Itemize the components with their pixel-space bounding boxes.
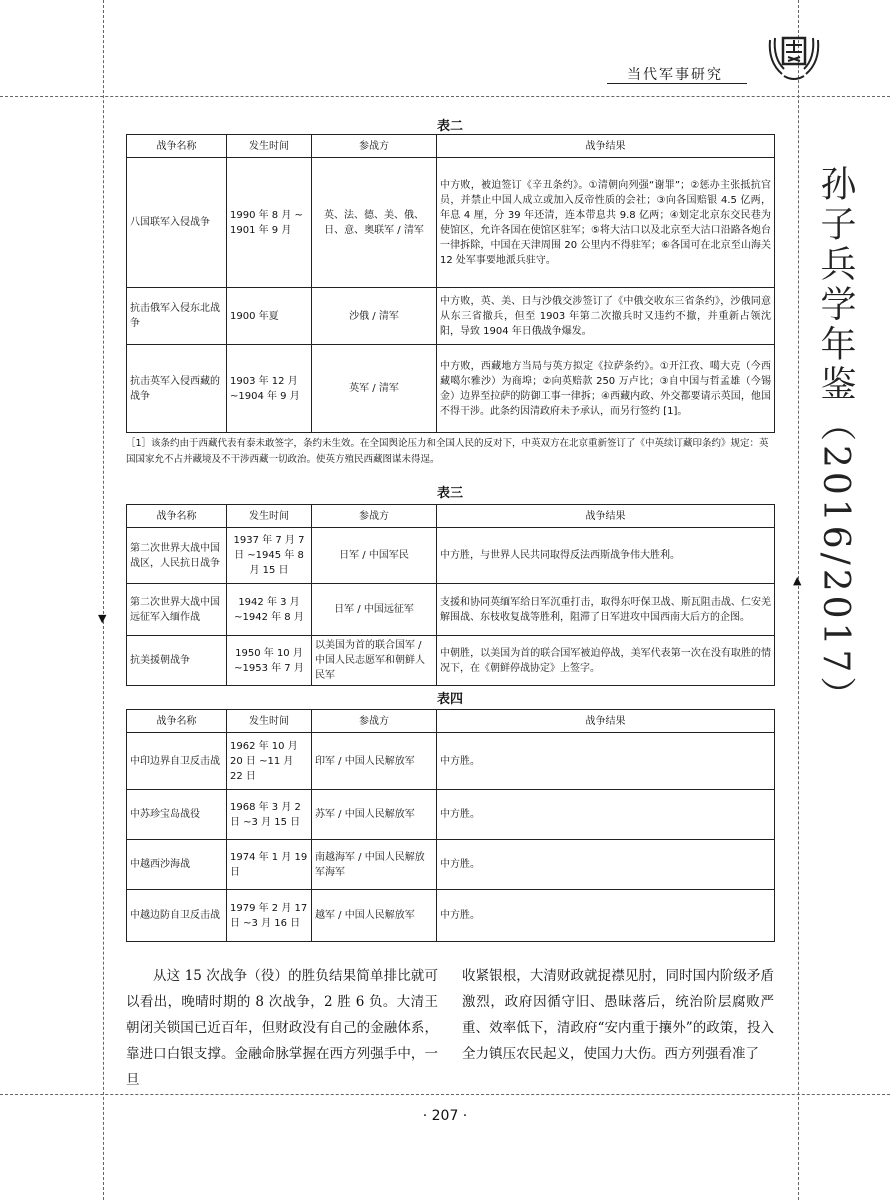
- war-result: 中方胜，与世界人民共同取得反法西斯战争伟大胜利。: [437, 528, 775, 584]
- side-book-title: 孙子兵学年鉴（2016/2017）: [815, 165, 856, 717]
- table4: [126, 709, 775, 942]
- table-header-row: [127, 710, 775, 733]
- war-result: 中方胜。: [437, 840, 775, 890]
- war-result: 中方胜。: [437, 890, 775, 942]
- war-name: 抗击英军入侵西藏的战争: [127, 345, 227, 433]
- bottom-dashed-rule: [0, 1094, 890, 1095]
- war-time: 1950 年 10 月 ~1953 年 7 月: [227, 636, 312, 686]
- war-parties: 英、法、德、美、俄、日、意、奥联军 / 清军: [312, 158, 437, 288]
- war-result: 中方胜。: [437, 733, 775, 790]
- war-result: 中朝胜，以美国为首的联合国军被迫停战，美军代表第一次在没有取胜的情况下，在《朝鲜停战协定》上签字。: [437, 636, 775, 686]
- header-underline: [607, 83, 747, 84]
- col-header-name: 战争名称: [127, 710, 227, 733]
- col-header-parties: 参战方: [312, 135, 437, 158]
- war-time: 1990 年 8 月 ~ 1901 年 9 月: [227, 158, 312, 288]
- war-time: 1900 年夏: [227, 288, 312, 345]
- table-row: [127, 890, 775, 942]
- war-result: 中方败，英、美、日与沙俄交涉签订了《中俄交收东三省条约》，沙俄同意从东三省撤兵，但至 1903 年第二次撤兵时又违约不撤，并重新占领沈阳，导致 1904 年日俄战争爆发。: [437, 288, 775, 345]
- sun-tzu-seal-icon: [764, 28, 824, 82]
- table4-caption: 表四: [436, 692, 463, 707]
- page-number: · 207 ·: [422, 1108, 468, 1124]
- war-name: 抗美援朝战争: [127, 636, 227, 686]
- war-time: 1974 年 1 月 19 日: [227, 840, 312, 890]
- war-parties: 南越海军 / 中国人民解放军海军: [312, 840, 437, 890]
- war-result: 支援和协同英缅军给日军沉重打击，取得东吁保卫战、斯瓦阻击战、仁安羌解围战、东枝收复战等胜利，阻滞了日军进攻中国西南大后方的企图。: [437, 584, 775, 636]
- war-name: 中苏珍宝岛战役: [127, 790, 227, 840]
- table-row: [127, 528, 775, 584]
- war-result: 中方胜。: [437, 790, 775, 840]
- left-margin-arrow-icon: ▼: [98, 612, 107, 625]
- war-time: 1942 年 3 月 ~1942 年 8 月: [227, 584, 312, 636]
- table-row: [127, 345, 775, 433]
- war-parties: 印军 / 中国人民解放军: [312, 733, 437, 790]
- war-result: 中方败，西藏地方当局与英方拟定《拉萨条约》。①开江孜、噶大克（今西藏噶尔雅沙）为商埠；②向英赔款 250 万卢比；③自中国与哲孟雄（今锡金）边界至拉萨的防御工事一律拆；④西藏内政、外交都要请示英国，他国不得干涉。此条约因清政府未予承认，而另行签约 [1]。: [437, 345, 775, 433]
- table3: [126, 504, 775, 686]
- col-header-time: 发生时间: [227, 710, 312, 733]
- war-parties: 以美国为首的联合国军 / 中国人民志愿军和朝鲜人民军: [312, 636, 437, 686]
- war-name: 八国联军入侵战争: [127, 158, 227, 288]
- col-header-parties: 参战方: [312, 505, 437, 528]
- war-parties: 日军 / 中国军民: [312, 528, 437, 584]
- col-header-time: 发生时间: [227, 505, 312, 528]
- left-dashed-margin: [103, 0, 104, 1200]
- right-dashed-margin: [798, 0, 799, 1200]
- col-header-time: 发生时间: [227, 135, 312, 158]
- col-header-result: 战争结果: [437, 135, 775, 158]
- war-result: 中方败，被迫签订《辛丑条约》。①清朝向列强“谢罪”；②惩办主张抵抗官员，并禁止中国人成立或加入反帝性质的会社；③向各国赔银 4.5 亿两，年息 4 厘，分 39 年还清，连本带息共 9.8 亿两；④划定北京东交民巷为使馆区，允许各国在使馆区驻军；⑤将大沽口以及北京至大沽口沿路各炮台一律拆除，中国在天津周围 20 公里内不得驻军；⑥各国可在北京至山海关 12 处军事要地派兵驻守。: [437, 158, 775, 288]
- war-name: 中印边界自卫反击战: [127, 733, 227, 790]
- war-name: 中越西沙海战: [127, 840, 227, 890]
- table-header-row: [127, 505, 775, 528]
- col-header-result: 战争结果: [437, 505, 775, 528]
- war-parties: 英军 / 清军: [312, 345, 437, 433]
- table-row: [127, 288, 775, 345]
- war-parties: 日军 / 中国远征军: [312, 584, 437, 636]
- table-header-row: [127, 135, 775, 158]
- war-time: 1979 年 2 月 17 日 ~3 月 16 日: [227, 890, 312, 942]
- col-header-result: 战争结果: [437, 710, 775, 733]
- war-time: 1903 年 12 月 ~1904 年 9 月: [227, 345, 312, 433]
- body-text-right-column: 收紧银根，大清财政就捉襟见肘，同时国内阶级矛盾激烈，政府因循守旧、愚昧落后，统治阶层腐败严重、效率低下，清政府“安内重于攘外”的政策，投入全力镇压农民起义，使国力大伤。西方列强看准了: [462, 968, 774, 1062]
- col-header-name: 战争名称: [127, 505, 227, 528]
- war-parties: 沙俄 / 清军: [312, 288, 437, 345]
- war-time: 1962 年 10 月 20 日 ~11 月 22 日: [227, 733, 312, 790]
- war-parties: 越军 / 中国人民解放军: [312, 890, 437, 942]
- journal-title: 当代军事研究: [627, 67, 723, 83]
- war-name: 第二次世界大战中国远征军入缅作战: [127, 584, 227, 636]
- table-row: [127, 636, 775, 686]
- table-row: [127, 158, 775, 288]
- table-row: [127, 584, 775, 636]
- col-header-name: 战争名称: [127, 135, 227, 158]
- war-parties: 苏军 / 中国人民解放军: [312, 790, 437, 840]
- table2-caption: 表二: [436, 119, 463, 134]
- war-name: 中越边防自卫反击战: [127, 890, 227, 942]
- table2-footnote: ［1］该条约由于西藏代表有泰未敢签字，条约未生效。在全国舆论压力和全国人民的反对下，中英双方在北京重新签订了《中英续订藏印条约》规定：英国国家允不占并藏境及不干涉西藏一切政治。使英方殖民西藏图谋未得逞。: [126, 438, 769, 465]
- table-row: [127, 840, 775, 890]
- table-row: [127, 733, 775, 790]
- table3-caption: 表三: [436, 486, 463, 501]
- top-dashed-rule: [0, 96, 890, 97]
- war-name: 第二次世界大战中国战区，人民抗日战争: [127, 528, 227, 584]
- col-header-parties: 参战方: [312, 710, 437, 733]
- war-name: 抗击俄军入侵东北战争: [127, 288, 227, 345]
- right-margin-arrow-icon: ▲: [793, 574, 802, 587]
- war-time: 1968 年 3 月 2 日 ~3 月 15 日: [227, 790, 312, 840]
- table-row: [127, 790, 775, 840]
- table2: [126, 134, 775, 433]
- war-time: 1937 年 7 月 7 日 ~1945 年 8 月 15 日: [227, 528, 312, 584]
- body-text-left-column: 从这 15 次战争（役）的胜负结果简单排比就可以看出，晚晴时期的 8 次战争，2 胜 6 负。大清王朝闭关锁国已近百年，但财政没有自己的金融体系，靠进口白银支撑。金融命脉掌握在西方列强手中，一旦: [126, 968, 438, 1088]
